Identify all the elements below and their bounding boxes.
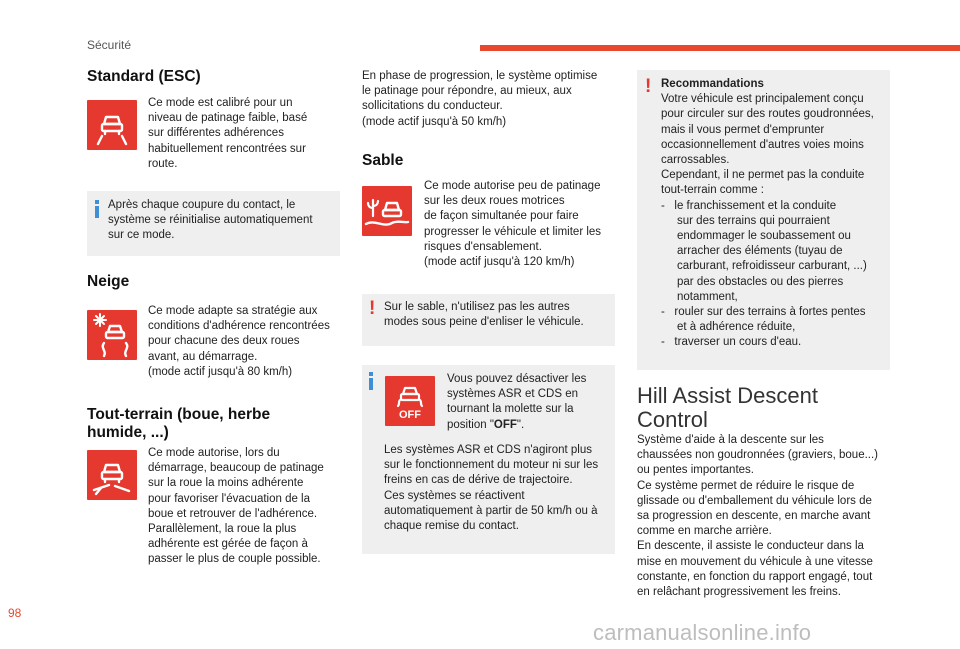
info-icon (369, 372, 373, 376)
page-number: 98 (8, 606, 22, 620)
progression-text: En phase de progression, le système optimise le patinage pour répondre, au mieux, aux sollicitations du conducteur. (mode actif jusqu'à 50 km/h) (362, 70, 598, 128)
off-mode-icon (385, 376, 435, 426)
list-item: carburant, refroidisseur carburant, ...) (677, 260, 867, 273)
list-item: par des obstacles ou des pierres (677, 275, 844, 288)
toutterrain-description: Ce mode autorise, lors du démarrage, beaucoup de patinage sur la roue la moins adhérente pour favoriser l'évacuation de la boue et retrouver de l'adhérence. Parallèlement, la roue la plus adhérente est gérée de façon à passer le plus de couple possible. (148, 447, 324, 566)
warning-icon: ! (645, 76, 652, 97)
hill-assist-title: Hill Assist Descent Control (637, 383, 818, 432)
snow-mode-icon (87, 310, 137, 360)
neige-title: Neige (87, 273, 130, 290)
off-icon-label: OFF (399, 409, 421, 421)
header-accent-bar (480, 45, 960, 51)
off-instruction-text: Vous pouvez désactiver les systèmes ASR et CDS en tournant la molette sur la position "OFF". (447, 373, 587, 431)
info-reset-text: Après chaque coupure du contact, le système se réinitialise automatiquement sur ce mode. (108, 199, 313, 242)
esc-mode-icon (87, 100, 137, 150)
neige-description: Ce mode adapte sa stratégie aux conditions d'adhérence rencontrées pour chacune des deux roues avant, au démarrage. (mode actif jusqu'à 80 km/h) (148, 305, 330, 378)
list-item: sur des terrains qui pourraient (677, 214, 830, 227)
info-icon (95, 200, 99, 204)
section-label: Sécurité (87, 38, 132, 52)
standard-title: Standard (ESC) (87, 68, 201, 85)
off-explanation-text: Les systèmes ASR et CDS n'agiront plus sur le fonctionnement du moteur ni sur les freins en cas de dérive de trajectoire. Ces systèmes se réactivent automatiquement à partir de 50 km/h ou à chaque remise du contact. (384, 444, 599, 533)
list-item: endommager le soubassement ou (677, 230, 851, 243)
warning-sand-text: Sur le sable, n'utilisez pas les autres modes sous peine d'enliser le véhicule. (384, 301, 584, 329)
sable-description: Ce mode autorise peu de patinage sur les deux roues motrices de façon simultanée pour faire progresser le véhicule et limiter les risques d'ensablement. (mode actif jusqu'à 120 km/h) (424, 180, 602, 269)
standard-description: Ce mode est calibré pour un niveau de patinage faible, basé sur différentes adhérences habituellement rencontrées sur route. (148, 97, 308, 170)
warning-icon: ! (369, 298, 376, 319)
list-item: - rouler sur des terrains à fortes pentes (661, 306, 866, 319)
hill-assist-description: Système d'aide à la descente sur les chaussées non goudronnées (graviers, boue...) ou pentes importantes. Ce système permet de réduire le risque de glissade ou d'emballement du véhicule lors de sa progression en descente, en marche avant comme en marche arrière. En descente, il assiste le conducteur dans la mise en mouvement du véhicule à une vitesse constante, en fonction du rapport engagé, tout en relâchant progressivement les freins. (637, 434, 879, 599)
info-icon-bar (95, 206, 99, 218)
recommendations-title: Recommandations (661, 78, 764, 90)
list-item: notamment, (677, 290, 738, 303)
mud-mode-icon (87, 450, 137, 500)
off-position-value: OFF (493, 418, 517, 431)
list-item: - le franchissement et la conduite (661, 199, 837, 212)
info-icon-bar (369, 378, 373, 390)
sand-mode-icon (362, 186, 412, 236)
toutterrain-title: Tout-terrain (boue, herbe humide, ...) (87, 406, 271, 441)
list-item: arracher des éléments (tuyau de (677, 245, 843, 258)
list-item: - traverser un cours d'eau. (661, 336, 802, 349)
watermark: carmanualsonline.info (593, 620, 812, 645)
list-item: et à adhérence réduite, (677, 321, 796, 334)
recommendations-text: Recommandations Votre véhicule est principalement conçu pour circuler sur des routes goudronnées, mais il vous permet d'emprunter occasionnellement d'autres voies moins carrossables. Cependant, il ne permet pas la conduite tout-terrain comme : - le franchissement et la conduite sur des terrains qui pourraient endommager le soubassement ou arracher des éléments (tuyau de carburant, refroidisseur carburant, ...) par des obstacles ou des pierres notamment, - rouler sur des terrains à fortes pentes et à adhérence réduite, - traverser un cours d'eau. (661, 77, 893, 351)
sable-title: Sable (362, 152, 404, 169)
